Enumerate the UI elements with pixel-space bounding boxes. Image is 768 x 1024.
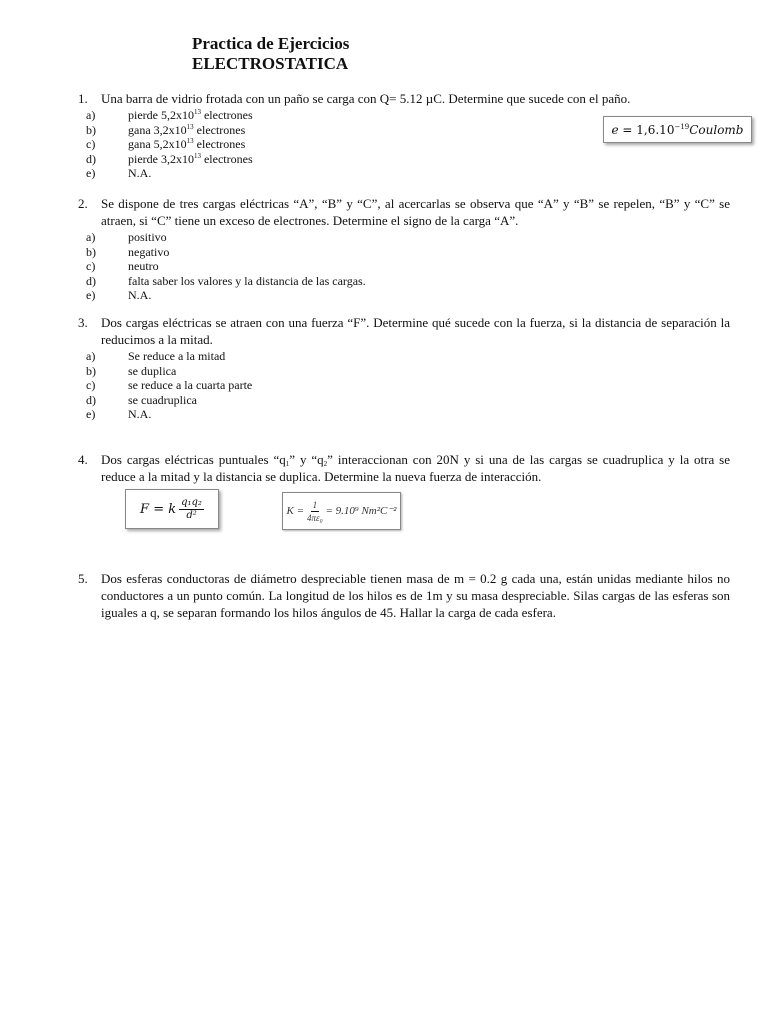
options-list bbox=[86, 349, 730, 422]
options-list bbox=[86, 230, 730, 303]
option-b: b) se duplica bbox=[86, 363, 177, 378]
title-line-1: Practica de Ejercicios bbox=[192, 34, 350, 53]
question-text: Dos cargas eléctricas se atraen con una fuerza “F”. Determine qué sucede con la fuerza, si la distancia de separación la reducimos a la mitad. bbox=[101, 315, 730, 347]
option-e: e) N.A. bbox=[86, 288, 152, 303]
option-c: c) gana $5,2x10^{13}$ electrones bbox=[86, 137, 246, 152]
question-4 bbox=[78, 451, 730, 485]
option-e: e) N.A. bbox=[86, 166, 152, 181]
title-line-2: ELECTROSTATICA bbox=[192, 54, 349, 73]
option-a: a) pierde $5,2x10^{13}$ electrones bbox=[86, 108, 253, 122]
coulomb-constant-formula: K = $\frac{1}{\text{4πε₀}}$ = 9.10⁹ Nm²C⁻² bbox=[282, 492, 401, 530]
question-number: 3. bbox=[78, 315, 88, 330]
question-text: Dos cargas eléctricas puntuales “$q_1$” y “$q_2$” interaccionan con 20N y si una de las cargas se cuadruplica y la otra se reduce a la mitad y la distancia se duplica. Determine la nueva fuerza de interacción. bbox=[101, 452, 730, 484]
option-a: a) positivo bbox=[86, 230, 167, 244]
option-d: d) se cuadruplica bbox=[86, 392, 197, 407]
option-e: e) N.A. bbox=[86, 407, 152, 422]
option-d: d) falta saber los valores y la distancia de las cargas. bbox=[86, 273, 366, 288]
question-number: 2. bbox=[78, 196, 88, 211]
question-number: 4. bbox=[78, 452, 88, 467]
option-b: b) negativo bbox=[86, 244, 170, 259]
question-5 bbox=[78, 570, 730, 621]
option-a: a) Se reduce a la mitad bbox=[86, 349, 226, 363]
question-number: 1. bbox=[78, 91, 88, 106]
coulomb-law-formula: F = k $\frac{\text{q₁q₂}}{\text{d²}}$ bbox=[125, 489, 219, 529]
question-text: Dos esferas conductoras de diámetro despreciable tienen masa de m = 0.2 g cada una, están unidas mediante hilos no conductores a un punto común. La longitud de los hilos es de 1m y su masa despreciable. Silas cargas de las esferas son iguales a q, se separan formando los hilos ángulos de 45. Hallar la carga de cada esfera. bbox=[101, 571, 730, 620]
option-c: c) se reduce a la cuarta parte bbox=[86, 378, 253, 393]
question-3 bbox=[78, 314, 730, 422]
question-text: Una barra de vidrio frotada con un paño se carga con Q= 5.12 µC. Determine que sucede con el paño. bbox=[101, 91, 631, 106]
question-2 bbox=[78, 195, 730, 303]
option-c: c) neutro bbox=[86, 259, 159, 274]
electron-charge-formula: $e = 1,6.10^{-19}Coulomb$ bbox=[603, 116, 752, 143]
question-text: Se dispone de tres cargas eléctricas “A”, “B” y “C”, al acercarlas se observa que “A” y “B” se repelen, “B” y “C” se atraen, si “C” tiene un exceso de electrones. Determine el signo de la carga “A”. bbox=[101, 196, 730, 228]
document-title bbox=[192, 34, 349, 74]
option-d: d) pierde $3,2x10^{13}$ electrones bbox=[86, 151, 253, 166]
question-number: 5. bbox=[78, 571, 88, 586]
option-b: b) gana $3,2x10^{13}$ electrones bbox=[86, 122, 246, 137]
